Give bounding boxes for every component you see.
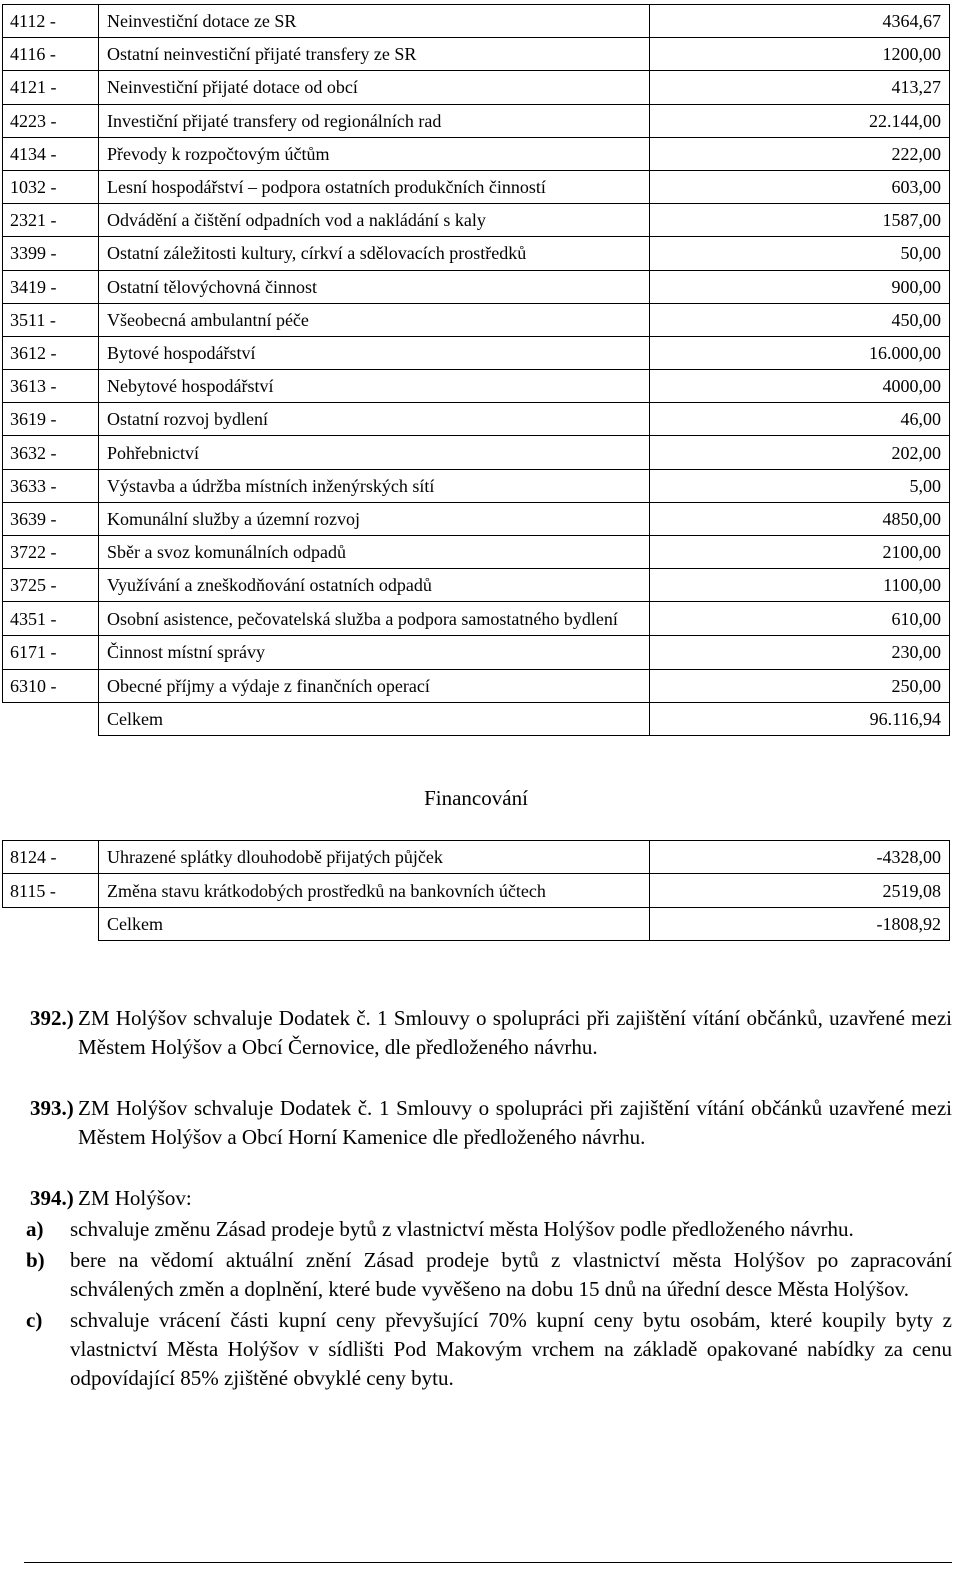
resolution-number: 392.) (30, 1006, 74, 1030)
row-amount: 22.144,00 (650, 104, 950, 137)
row-code: 3632 - (3, 436, 99, 469)
row-name: Ostatní tělovýchovná činnost (99, 270, 650, 303)
table-row (3, 303, 950, 336)
row-code: 3419 - (3, 270, 99, 303)
resolution-heading: ZM Holýšov: (78, 1186, 192, 1210)
resolution-392 (30, 1004, 952, 1062)
row-code: 4112 - (3, 5, 99, 38)
table-row (3, 502, 950, 535)
total-label: Celkem (99, 907, 650, 940)
row-code: 3613 - (3, 370, 99, 403)
row-name: Ostatní rozvoj bydlení (99, 403, 650, 436)
financing-table (2, 840, 950, 941)
row-name: Komunální služby a územní rozvoj (99, 502, 650, 535)
row-name: Obecné příjmy a výdaje z finančních operací (99, 669, 650, 702)
table-row (3, 237, 950, 270)
row-amount: 46,00 (650, 403, 950, 436)
resolution-number: 394.) (30, 1186, 74, 1210)
item-label: c) (26, 1308, 43, 1332)
table-row (3, 336, 950, 369)
row-name: Pohřebnictví (99, 436, 650, 469)
row-code: 4351 - (3, 602, 99, 636)
table-row (3, 602, 950, 636)
row-name: Ostatní neinvestiční přijaté transfery ze SR (99, 38, 650, 71)
row-code: 3633 - (3, 469, 99, 502)
table-row (3, 841, 950, 874)
row-code: 3722 - (3, 536, 99, 569)
table-row (3, 38, 950, 71)
row-code: 3619 - (3, 403, 99, 436)
table-row (3, 270, 950, 303)
row-amount: 900,00 (650, 270, 950, 303)
row-code: 8124 - (3, 841, 99, 874)
row-code: 4223 - (3, 104, 99, 137)
row-code: 4121 - (3, 71, 99, 104)
resolution-number: 393.) (30, 1096, 74, 1120)
resolution-item-b (26, 1246, 952, 1304)
row-name: Sběr a svoz komunálních odpadů (99, 536, 650, 569)
row-name: Uhrazené splátky dlouhodobě přijatých půjček (99, 841, 650, 874)
total-code-empty (3, 702, 99, 735)
resolution-item-c (26, 1306, 952, 1393)
row-amount: 2519,08 (650, 874, 950, 907)
row-code: 3399 - (3, 237, 99, 270)
item-label: b) (26, 1248, 45, 1272)
row-code: 3511 - (3, 303, 99, 336)
row-name: Výstavba a údržba místních inženýrských sítí (99, 469, 650, 502)
table-row (3, 874, 950, 907)
resolution-items (26, 1215, 952, 1393)
row-name: Neinvestiční dotace ze SR (99, 5, 650, 38)
table-row (3, 536, 950, 569)
row-amount: -4328,00 (650, 841, 950, 874)
total-amount: -1808,92 (650, 907, 950, 940)
row-code: 2321 - (3, 204, 99, 237)
row-amount: 413,27 (650, 71, 950, 104)
resolution-text: ZM Holýšov schvaluje Dodatek č. 1 Smlouvy o spolupráci při zajištění vítání občánků uzavřené mezi Městem Holýšov a Obcí Horní Kamenice dle předloženého návrhu. (78, 1096, 952, 1149)
total-row (3, 702, 950, 735)
table-row (3, 204, 950, 237)
row-name: Bytové hospodářství (99, 336, 650, 369)
table-row (3, 569, 950, 602)
row-amount: 1587,00 (650, 204, 950, 237)
budget-table-body (3, 5, 950, 736)
row-amount: 603,00 (650, 170, 950, 203)
row-name: Činnost místní správy (99, 636, 650, 669)
row-code: 1032 - (3, 170, 99, 203)
row-amount: 5,00 (650, 469, 950, 502)
total-code-empty (3, 907, 99, 940)
total-row (3, 907, 950, 940)
row-amount: 610,00 (650, 602, 950, 636)
table-row (3, 370, 950, 403)
row-name: Všeobecná ambulantní péče (99, 303, 650, 336)
table-row (3, 137, 950, 170)
financing-table-body (3, 841, 950, 941)
row-name: Ostatní záležitosti kultury, církví a sdělovacích prostředků (99, 237, 650, 270)
row-name: Osobní asistence, pečovatelská služba a podpora samostatného bydlení (99, 602, 650, 636)
row-amount: 4000,00 (650, 370, 950, 403)
resolution-text: ZM Holýšov schvaluje Dodatek č. 1 Smlouvy o spolupráci při zajištění vítání občánků, uzavřené mezi Městem Holýšov a Obcí Černovice, dle předloženého návrhu. (78, 1006, 952, 1059)
table-row (3, 170, 950, 203)
row-code: 6310 - (3, 669, 99, 702)
row-code: 3612 - (3, 336, 99, 369)
resolution-394 (26, 1184, 952, 1393)
table-row (3, 403, 950, 436)
resolution-393 (30, 1094, 952, 1152)
row-amount: 1200,00 (650, 38, 950, 71)
budget-table (2, 4, 950, 736)
row-name: Investiční přijaté transfery od regionálních rad (99, 104, 650, 137)
row-code: 3725 - (3, 569, 99, 602)
total-label: Celkem (99, 702, 650, 735)
table-row (3, 636, 950, 669)
row-amount: 4364,67 (650, 5, 950, 38)
row-amount: 4850,00 (650, 502, 950, 535)
row-amount: 202,00 (650, 436, 950, 469)
item-label: a) (26, 1217, 44, 1241)
table-row (3, 71, 950, 104)
table-row (3, 104, 950, 137)
item-text: bere na vědomí aktuální znění Zásad prodeje bytů z vlastnictví města Holýšov po zapracování schválených změn a doplnění, které bude vyvěšeno na dobu 15 dnů na úřední desce Města Holýšov. (70, 1248, 952, 1301)
row-amount: 230,00 (650, 636, 950, 669)
row-code: 8115 - (3, 874, 99, 907)
resolution-item-a (26, 1215, 952, 1244)
row-name: Odvádění a čištění odpadních vod a nakládání s kaly (99, 204, 650, 237)
row-name: Využívání a zneškodňování ostatních odpadů (99, 569, 650, 602)
row-code: 4134 - (3, 137, 99, 170)
footer-rule (24, 1562, 952, 1563)
row-code: 4116 - (3, 38, 99, 71)
row-name: Nebytové hospodářství (99, 370, 650, 403)
row-amount: 16.000,00 (650, 336, 950, 369)
row-amount: 2100,00 (650, 536, 950, 569)
row-code: 6171 - (3, 636, 99, 669)
row-name: Neinvestiční přijaté dotace od obcí (99, 71, 650, 104)
financing-title: Financování (424, 786, 528, 810)
row-amount: 250,00 (650, 669, 950, 702)
total-amount: 96.116,94 (650, 702, 950, 735)
item-text: schvaluje změnu Zásad prodeje bytů z vlastnictví města Holýšov podle předloženého návrhu. (70, 1217, 854, 1241)
row-name: Převody k rozpočtovým účtům (99, 137, 650, 170)
table-row (3, 669, 950, 702)
row-name: Změna stavu krátkodobých prostředků na bankovních účtech (99, 874, 650, 907)
row-amount: 450,00 (650, 303, 950, 336)
row-code: 3639 - (3, 502, 99, 535)
item-text: schvaluje vrácení části kupní ceny převyšující 70% kupní ceny bytu osobám, které koupily byty z vlastnictví Města Holýšov v sídlišti Pod Makovým vrchem na základě opakované nabídky za cenu odpovídající 85% zjištěné obvyklé ceny bytu. (70, 1308, 952, 1390)
row-amount: 222,00 (650, 137, 950, 170)
row-amount: 50,00 (650, 237, 950, 270)
table-row (3, 5, 950, 38)
row-name: Lesní hospodářství – podpora ostatních produkčních činností (99, 170, 650, 203)
table-row (3, 469, 950, 502)
table-row (3, 436, 950, 469)
row-amount: 1100,00 (650, 569, 950, 602)
